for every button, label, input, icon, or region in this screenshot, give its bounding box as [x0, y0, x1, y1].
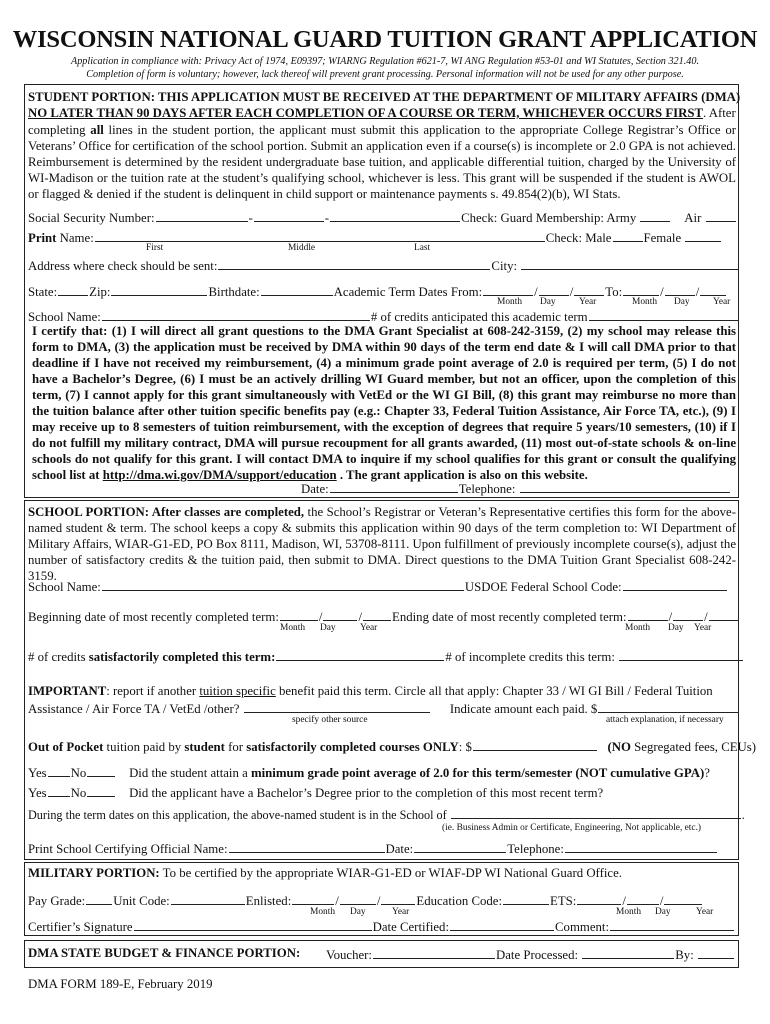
school-heading: SCHOOL PORTION: After classes are completed, [28, 505, 305, 519]
important-label: IMPORTANT [28, 684, 107, 698]
print-label: Print [28, 231, 57, 245]
birthdate-label: Birthdate: [208, 285, 260, 299]
credits-anticipated-label: # of credits anticipated this academic term [370, 310, 588, 324]
school-name-row [28, 578, 728, 595]
to-month-field[interactable] [623, 283, 659, 296]
school-name-label: School Name: [28, 310, 101, 324]
enlisted-year-hint: Year [392, 907, 410, 917]
to-label: To: [605, 285, 623, 299]
male-checkbox[interactable] [613, 229, 643, 242]
begin-year-field[interactable] [363, 608, 391, 621]
form-number: DMA FORM 189-E, February 2019 [28, 977, 213, 991]
degree-no-field[interactable] [87, 784, 115, 797]
enlisted-year-field[interactable] [381, 892, 415, 905]
indicate-amount-field[interactable] [598, 700, 738, 713]
degree-question: Did the applicant have a Bachelor’s Degree prior to the completion of this most recent term? [129, 786, 604, 800]
end-month-field[interactable] [628, 608, 668, 621]
budget-heading: DMA STATE BUDGET & FINANCE PORTION: [28, 946, 301, 960]
end-month-hint: Month [625, 623, 651, 633]
form-title: WISCONSIN NATIONAL GUARD TUITION GRANT APPLICATION [12, 26, 758, 53]
oop-7: (NO [607, 740, 631, 754]
comment-field[interactable] [610, 918, 734, 931]
official-date-field[interactable] [414, 840, 506, 853]
gpa-question-row [28, 764, 710, 781]
official-row [28, 840, 718, 857]
begin-year-hint: Year [360, 623, 378, 633]
air-checkbox[interactable] [706, 209, 736, 222]
date-processed-label: Date Processed: [495, 948, 579, 962]
gpa-question-end: ? [704, 766, 710, 780]
state-label: State: [28, 285, 58, 299]
body-text: lines in the student portion, the applicant must submit this application to the appropriate College Registrar’s Office or Veterans’ Office for certification of the school portion. Submit an application even if a course(s) is incomplete or 2.0 GPA is not achieved. Reimbursement is determined by the resident undergraduate base tuition, and applicable differential tuition, charged by the University of WI-Madison or the tuition rate at the student’s qualifying school, whichever is less. This grant will be suspended if the student is AWOL or flagged & denied if the student is delinquent in child support or maintenance payments s. 49.854(2)(b), WI Stats. [28, 123, 736, 201]
degree-question-row [28, 784, 603, 801]
from-month-field[interactable] [483, 283, 533, 296]
school-of-label: During the term dates on this application, the above-named student is in the School of [28, 808, 447, 822]
budget-row [28, 946, 300, 961]
from-day-field[interactable] [539, 283, 569, 296]
zip-field[interactable] [111, 283, 207, 296]
student-telephone-label: Telephone: [458, 482, 516, 496]
student-telephone-field[interactable] [520, 480, 730, 493]
end-day-field[interactable] [673, 608, 703, 621]
ets-day-field[interactable] [627, 892, 659, 905]
from-day-hint: Day [540, 297, 556, 307]
female-checkbox[interactable] [685, 229, 721, 242]
ets-day-hint: Day [655, 907, 671, 917]
incomplete-credits-field[interactable] [619, 648, 743, 661]
name-field[interactable] [95, 229, 545, 242]
from-year-hint: Year [579, 297, 597, 307]
ssn-field-1[interactable] [156, 209, 248, 222]
comment-label: Comment: [555, 920, 610, 934]
usdoe-field[interactable] [623, 578, 727, 591]
military-heading-rest: To be certified by the appropriate WIAR-G1-ED or WIAF-DP WI National Guard Office. [159, 866, 622, 880]
ets-month-hint: Month [616, 907, 642, 917]
school-of-row: During the term dates on this application, the above-named student is in the School of . [28, 808, 745, 822]
air-label: Air [684, 211, 702, 225]
important-text-2: benefit paid this term. Circle all that apply: Chapter 33 / WI GI Bill / Federal Tuition [275, 684, 713, 698]
membership-label: Check: Guard Membership: Army [461, 211, 637, 225]
ets-year-hint: Year [696, 907, 714, 917]
student-instructions [28, 122, 736, 202]
pay-grade-field[interactable] [86, 892, 112, 905]
by-label: By: [675, 948, 694, 962]
student-date-field[interactable] [330, 480, 458, 493]
gpa-question-pre: Did the student attain a [129, 766, 251, 780]
student-heading: STUDENT PORTION: THIS APPLICATION MUST BE RECEIVED AT THE DEPARTMENT OF MILITARY AFFAIRS (DMA) [28, 90, 741, 104]
enlisted-month-field[interactable] [292, 892, 334, 905]
school-body: the School’s Registrar or Veteran’s Representative certifies this form for the above-named student & term. The school keeps a copy & submits this application within 90 days of the term completion to: WI Department of Military Affairs, WIAR-G1-ED, PO Box 8111, Madison, WI, 53708-8111. Upon fulfillment of previously incomplete course(s), adjust the number of satisfactory credits & the tuition paid, then submit to DMA. Direct questions to the DMA Tuition Grant Specialist 608-242-3159. [28, 505, 736, 583]
student-date-label: Date: [301, 482, 329, 496]
other-source-field[interactable] [244, 700, 430, 713]
city-field[interactable] [521, 257, 739, 270]
compliance-note: Application in compliance with: Privacy Act of 1974, E09397; WIARNG Regulation #621-7, WI ANG Regulation #53-01 and WI Statutes, Section 321.40. [70, 56, 700, 67]
state-row: State: Zip: Birthdate: Academic Term Dates From: / / To: / / [28, 283, 727, 300]
official-name-label: Print School Certifying Official Name: [28, 842, 228, 856]
credits-row [28, 648, 744, 665]
education-code-label: Education Code: [416, 894, 503, 908]
gpa-question-bold: minimum grade point average of 2.0 for this term/semester (NOT cumulative GPA) [250, 766, 705, 780]
school-portion-name-field[interactable] [102, 578, 464, 591]
voluntary-note: Completion of form is voluntary; however, lack thereof will prevent grant processing. Personal information will not be used for any other purpose. [86, 69, 684, 80]
city-label: City: [491, 259, 518, 273]
date-certified-field[interactable] [450, 918, 554, 931]
ssn-label: Social Security Number: [28, 211, 155, 225]
end-year-hint: Year [694, 623, 712, 633]
begin-day-hint: Day [320, 623, 336, 633]
ets-month-field[interactable] [577, 892, 621, 905]
usdoe-label: USDOE Federal School Code: [464, 580, 622, 594]
credits-anticipated-field[interactable] [589, 308, 739, 321]
school-of-field[interactable] [451, 806, 741, 819]
degree-yes-label: Yes [28, 786, 47, 800]
oop-3: student [184, 740, 225, 754]
official-telephone-field[interactable] [565, 840, 717, 853]
official-telephone-label: Telephone: [507, 842, 564, 856]
unit-code-field[interactable] [171, 892, 245, 905]
body-pre: completing [28, 123, 91, 137]
important-row [28, 684, 713, 699]
oop-1: Out of Pocket [28, 740, 104, 754]
gpa-yes-label: Yes [28, 766, 47, 780]
student-date-row [301, 480, 731, 497]
voucher-label: Voucher: [326, 948, 372, 962]
last-hint: Last [414, 243, 431, 253]
degree-no-label: No [70, 786, 87, 800]
degree-yes-field[interactable] [48, 784, 70, 797]
school-of-hint: (ie. Business Admin or Certificate, Engineering, Not applicable, etc.) [442, 823, 702, 833]
begin-day-field[interactable] [323, 608, 357, 621]
ets-label: ETS: [550, 894, 577, 908]
credits-satisfactory-field[interactable] [276, 648, 444, 661]
ssn-field-3[interactable] [330, 209, 460, 222]
oop-2: tuition paid by [103, 740, 185, 754]
certifier-row [28, 918, 735, 935]
official-name-field[interactable] [229, 840, 385, 853]
female-label: Female [643, 231, 682, 245]
important-underlined: tuition specific [199, 684, 276, 698]
credits-pre: # of credits [28, 650, 89, 664]
ssn-field-2[interactable] [254, 209, 324, 222]
important-text-1: : report if another [106, 684, 200, 698]
official-date-label: Date: [385, 842, 414, 856]
term-from-label: Academic Term Dates From: [333, 285, 483, 299]
address-row [28, 257, 740, 274]
certification-statement [32, 323, 736, 483]
first-hint: First [146, 243, 164, 253]
military-heading-row [28, 866, 622, 881]
military-heading: MILITARY PORTION: [28, 866, 160, 880]
attach-hint: attach explanation, if necessary [606, 715, 724, 725]
to-year-hint: Year [713, 297, 731, 307]
after-text: . After [703, 106, 736, 120]
school-instructions [28, 504, 736, 584]
address-label: Address where check should be sent: [28, 259, 218, 273]
enlisted-day-field[interactable] [340, 892, 376, 905]
enlisted-label: Enlisted: [245, 894, 292, 908]
education-link[interactable]: http://dma.wi.gov/DMA/support/education [102, 468, 337, 482]
gpa-no-label: No [70, 766, 87, 780]
military-fields-row: Pay Grade: Unit Code: Enlisted: / / Education Code: ETS: / / [28, 892, 703, 909]
term-dates-row: Beginning date of most recently completed term: / / Ending date of most recently completed term: / / [28, 608, 740, 625]
oop-6: : $ [458, 740, 472, 754]
name-row [28, 229, 722, 246]
certifier-signature-label: Certifier’s Signature [28, 920, 133, 934]
budget-fields [326, 946, 735, 963]
oop-5: satisfactorily completed courses ONLY [246, 740, 459, 754]
state-field[interactable] [58, 283, 88, 296]
enlisted-month-hint: Month [310, 907, 336, 917]
to-month-hint: Month [632, 297, 658, 307]
school-name-field[interactable] [102, 308, 370, 321]
ssn-row: Social Security Number: - - Check: Guard Membership: Army Air [28, 209, 737, 226]
end-year-field[interactable] [709, 608, 739, 621]
student-heading-line2 [28, 106, 736, 121]
name-label: Name: [56, 231, 94, 245]
body-all: all [90, 123, 104, 137]
certify-end: . The grant application is also on this website. [336, 468, 588, 482]
incomplete-credits-label: # of incomplete credits this term: [445, 650, 615, 664]
by-field[interactable] [698, 946, 734, 959]
certify-text: I certify that: (1) I will direct all grant questions to the DMA Grant Specialist at 608-242-3159, (2) my school may release this form to DMA, (3) the application must be received by DMA within 90 days of the term end date & I will call DMA prior to that deadline if I have not received my reimbursement, (4) a minimum grade point average of 2.0 is required per term, (5) I do not have a Bachelor’s Degree, (6) I must be an actively drilling WI Guard member, but not an officer, upon the completion of this term, (7) I cannot apply for this grant simultaneously with VetEd or the WI GI Bill, (8) this grant may reimburse no more than the tuition balance after other tuition specific benefits pay (e.g.: Chapter 33, Federal Tuition Assistance, Air Force TA, etc.), (9) I may receive up to 8 semesters of tuition reimbursement, with the exception of degrees that require 5 years/10 semesters, (10) if I do not fulfill my military contract, DMA will pursue recoupment for all grants awarded, (11) most out-of-state schools & on-line schools do not qualify for this grant. I will contact DMA to inquire if my school qualifies for this grant or consult the qualifying school list at [32, 324, 736, 482]
deadline-text: NO LATER THAN 90 DAYS AFTER EACH COMPLETION OF A COURSE OR TERM, WHICHEVER OCCURS FIRST [28, 106, 704, 120]
to-year-field[interactable] [700, 283, 726, 296]
education-code-field[interactable] [503, 892, 549, 905]
to-day-field[interactable] [665, 283, 695, 296]
army-checkbox[interactable] [640, 209, 670, 222]
indicate-amount-label: Indicate amount each paid. $ [449, 702, 598, 716]
oop-4: for [224, 740, 247, 754]
gpa-no-field[interactable] [87, 764, 115, 777]
from-month-hint: Month [497, 297, 523, 307]
school-portion-name-label: School Name: [28, 580, 101, 594]
zip-label: Zip: [89, 285, 111, 299]
ets-year-field[interactable] [664, 892, 702, 905]
out-of-pocket-row [28, 738, 756, 755]
oop-8: Segregated fees, CEUs) [630, 740, 757, 754]
specify-hint: specify other source [292, 715, 368, 725]
end-day-hint: Day [668, 623, 684, 633]
date-processed-field[interactable] [582, 946, 674, 959]
certifier-signature-field[interactable] [134, 918, 372, 931]
out-of-pocket-field[interactable] [473, 738, 597, 751]
voucher-field[interactable] [373, 946, 495, 959]
begin-month-field[interactable] [280, 608, 318, 621]
enlisted-day-hint: Day [350, 907, 366, 917]
to-day-hint: Day [674, 297, 690, 307]
credits-satisfactory-label: satisfactorily completed this term: [88, 650, 276, 664]
begin-month-hint: Month [280, 623, 306, 633]
important-text-3: Assistance / Air Force TA / VetEd /other? [28, 702, 240, 716]
sex-label: Check: Male [545, 231, 612, 245]
unit-code-label: Unit Code: [113, 894, 170, 908]
begin-date-label: Beginning date of most recently completed term: [28, 610, 279, 624]
end-date-label: Ending date of most recently completed term: [392, 610, 627, 624]
middle-hint: Middle [288, 243, 316, 253]
birthdate-field[interactable] [261, 283, 333, 296]
address-field[interactable] [218, 257, 490, 270]
pay-grade-label: Pay Grade: [28, 894, 86, 908]
from-year-field[interactable] [574, 283, 604, 296]
date-certified-label: Date Certified: [372, 920, 450, 934]
gpa-yes-field[interactable] [48, 764, 70, 777]
